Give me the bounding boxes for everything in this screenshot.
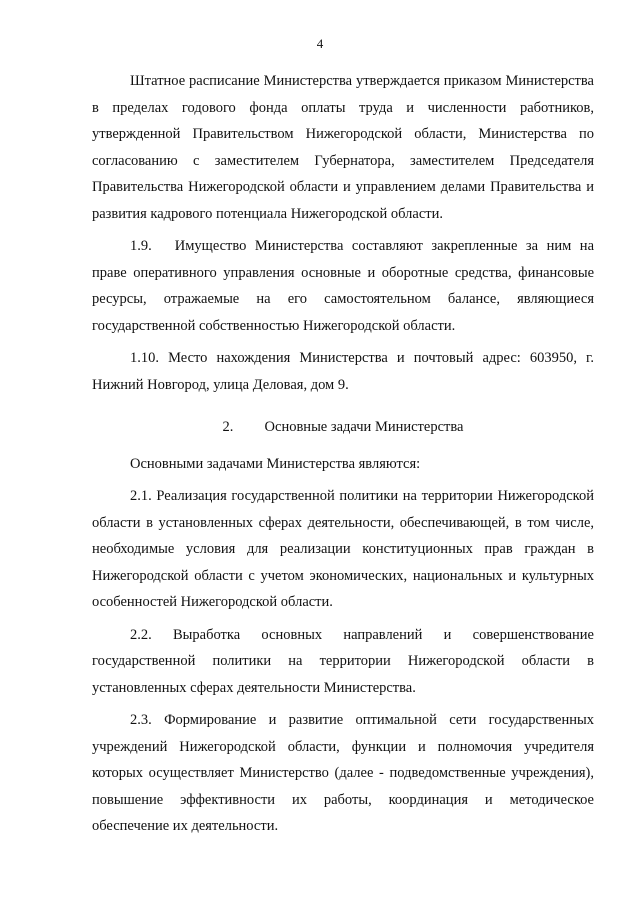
section-number: 2. bbox=[222, 419, 234, 435]
page-number: 4 bbox=[316, 36, 324, 51]
paragraph-2-2: 2.2. Выработка основных направлений и совершенствование государственной политики на территории Нижегородской области в установленных сферах деятельности Министерства. bbox=[92, 626, 594, 696]
paragraph-1-10: 1.10. Место нахождения Министерства и почтовый адрес: 603950, г. Нижний Новгород, улица Деловая, дом 9. bbox=[92, 350, 594, 393]
paragraph-staff-schedule: Штатное расписание Министерства утверждается приказом Министерства в пределах годового фонда оплаты труда и численности работников, утвержденной Правительством Нижегородской области, Министерства по согласованию с заместителем Губернатора, заместителем Председателя Правительства Нижегородской области и управлением делами Правительства и развития кадрового потенциала Нижегородской области. bbox=[92, 73, 594, 222]
document-body bbox=[92, 68, 594, 840]
paragraph-2-1: 2.1. Реализация государственной политики на территории Нижегородской области в установленных сферах деятельности, обеспечивающей, в том числе, необходимые условия для реализации конституционных прав граждан в Нижегородской области с учетом экономических, национальных и культурных особенностей Нижегородской области. bbox=[92, 488, 594, 610]
paragraph-tasks-intro: Основными задачами Министерства являются: bbox=[130, 455, 421, 472]
section-heading bbox=[92, 414, 594, 441]
paragraph-1-9: 1.9. Имущество Министерства составляют закрепленные за ним на праве оперативного управления основные и оборотные средства, финансовые ресурсы, отражаемые на его самостоятельном балансе, являющиеся государственной собственностью Нижегородской области. bbox=[92, 238, 594, 334]
section-title: Основные задачи Министерства bbox=[264, 419, 464, 435]
paragraph-2-3: 2.3. Формирование и развитие оптимальной сети государственных учреждений Нижегородской области, функции и полномочия учредителя которых осуществляет Министерство (далее - подведомственные учреждения), повышение эффективности их работы, координация и методическое обеспечение их деятельности. bbox=[92, 712, 594, 834]
